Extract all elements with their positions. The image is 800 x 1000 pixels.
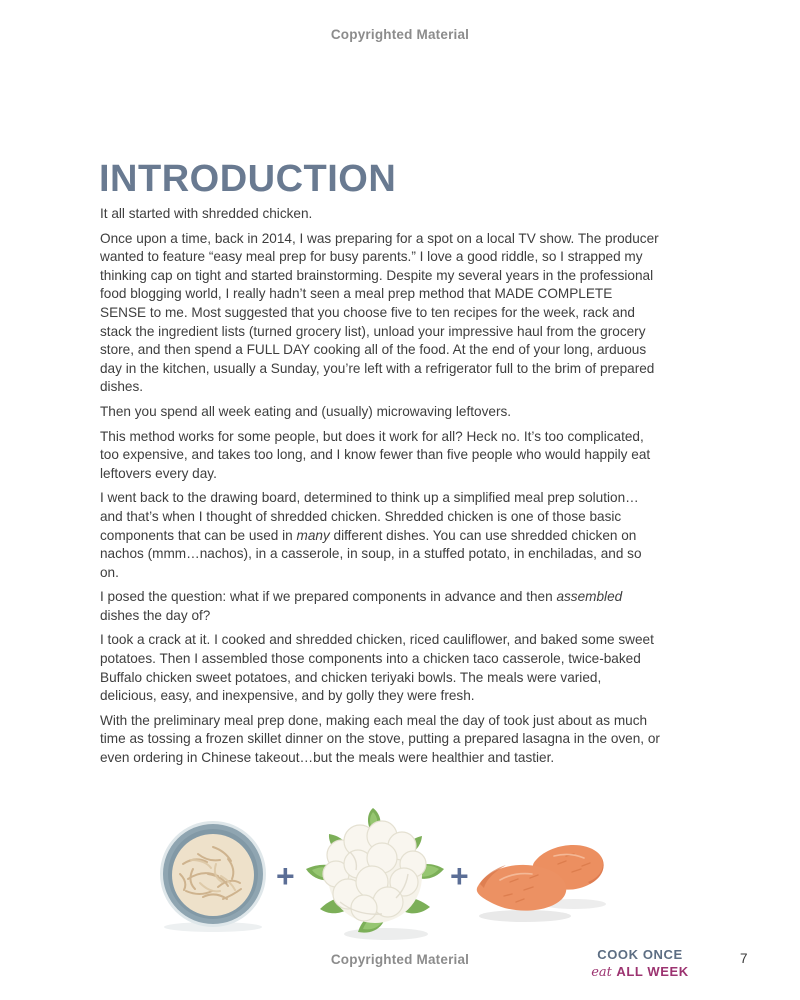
page-number: 7 — [740, 951, 748, 966]
cook-once-eat-all-week-logo — [560, 948, 720, 981]
paragraph: I went back to the drawing board, determined to think up a simplified meal prep solution…and that’s when I thought of shredded chicken. Shredded chicken is one of those basic components that can be used in many different dishes. You can use shredded chicken on nachos (mmm…nachos), in a casserole, in soup, in a stuffed potato, in enchiladas, and so on. — [100, 490, 642, 580]
plus-icon: + — [450, 858, 469, 894]
page-title: INTRODUCTION — [99, 158, 397, 201]
paragraph: Then you spend all week eating and (usually) microwaving leftovers. — [100, 403, 512, 419]
shredded-chicken-bowl-illustration — [157, 818, 269, 934]
plus-icon: + — [276, 858, 295, 894]
copyright-notice-top: Copyrighted Material — [330, 27, 470, 42]
paragraph: I posed the question: what if we prepared components in advance and then assembled dishes the day of? — [100, 589, 623, 623]
body-text — [100, 205, 660, 774]
paragraph: It all started with shredded chicken. — [100, 206, 313, 221]
paragraph: With the preliminary meal prep done, making each meal the day of took just about as much time as tossing a frozen skillet dinner on the stove, putting a prepared lasagna in the oven, or even ordering in Chinese takeout…but the meals were healthier and tastier. — [100, 712, 660, 766]
paragraph: This method works for some people, but does it work for all? Heck no. It’s too complicated, too expensive, and takes too long, and I know fewer than five people who would happily eat leftovers every day. — [100, 428, 651, 481]
logo-script-word: eat — [591, 964, 612, 980]
cauliflower-illustration — [300, 806, 450, 942]
logo-line2 — [560, 963, 720, 981]
paragraph: I took a crack at it. I cooked and shredded chicken, riced cauliflower, and baked some sweet potatoes. Then I assembled those components into a chicken taco casserole, twice-baked Buffalo chicken sweet potatoes, and chicken teriyaki bowls. The meals were varied, delicious, easy, and inexpensive, and by golly they were fresh. — [100, 632, 654, 704]
paragraph: Once upon a time, back in 2014, I was preparing for a spot on a local TV show. The producer wanted to feature “easy meal prep for busy parents.” I love a good riddle, so I strapped my thinking cap on tight and started brainstorming. Despite my several years in the professional food blogging world, I really hadn’t seen a meal prep method that MADE COMPLETE SENSE to me. Most suggested that you choose five to ten recipes for the week, rack and stack the ingredient lists (turned grocery list), unload your impressive haul from the grocery store, and then spend a FULL DAY cooking all of the food. At the end of your long, arduous day in the kitchen, usually a Sunday, you’re left with a refrigerator full to the brim of prepared dishes. — [100, 230, 659, 395]
sweet-potatoes-illustration — [470, 834, 610, 928]
logo-caps-words: ALL WEEK — [616, 963, 689, 979]
copyright-notice-bottom: Copyrighted Material — [330, 952, 470, 967]
logo-line1: COOK ONCE — [597, 947, 683, 962]
